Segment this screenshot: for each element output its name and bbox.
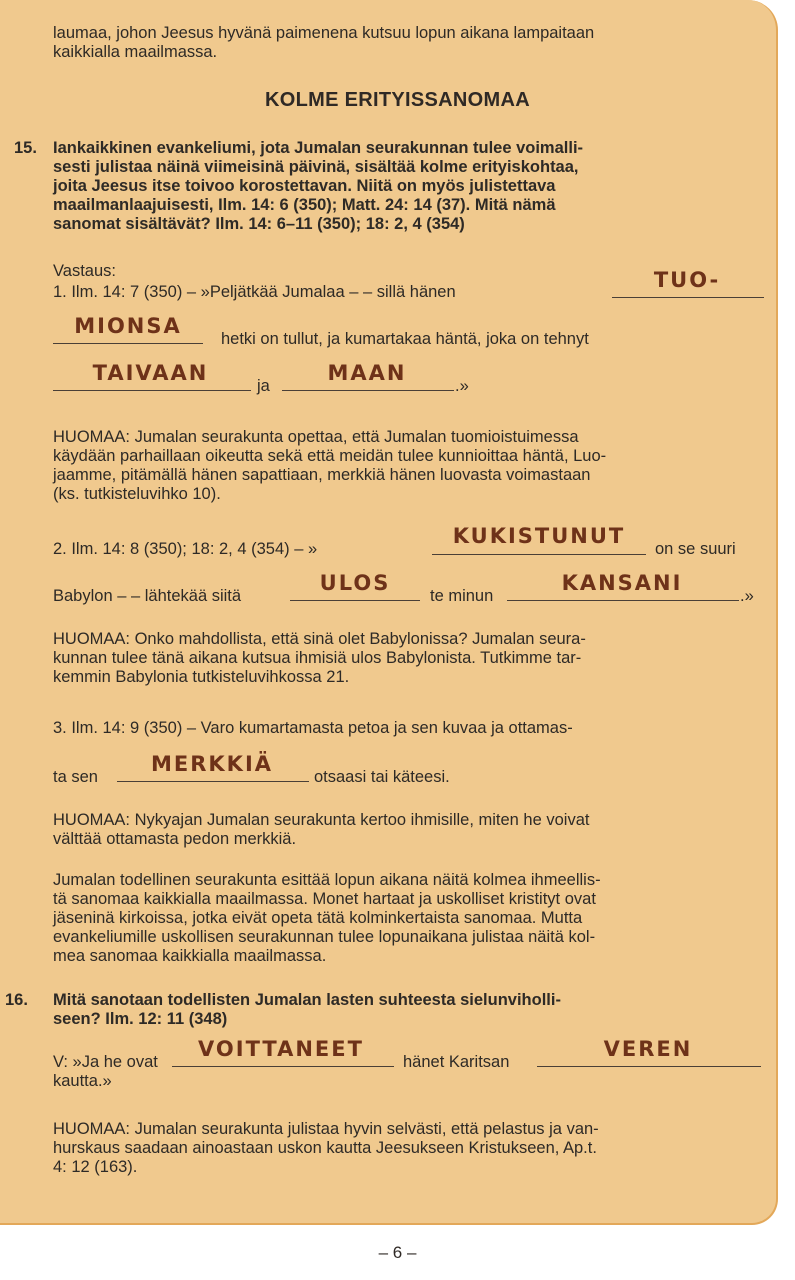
fill-in-answer: TUO- bbox=[653, 268, 721, 292]
answer-1-text-3: ja bbox=[257, 377, 270, 395]
fill-in-answer: VEREN bbox=[603, 1037, 693, 1061]
note-2-line-3: kemmin Babylonia tutkisteluvihkossa 21. bbox=[53, 668, 350, 686]
fill-in-answer: MIONSA bbox=[74, 314, 182, 338]
question-15-line-2: sesti julistaa näinä viimeisinä päivinä, sisältää kolme erityiskohtaa, bbox=[53, 158, 579, 176]
question-16-line-2: seen? Ilm. 12: 11 (348) bbox=[53, 1010, 228, 1028]
blank-line bbox=[117, 781, 309, 782]
fill-in-answer: ULOS bbox=[319, 571, 391, 595]
note-4-line-2: hurskaus saadaan ainoastaan uskon kautta Jeesukseen Kristukseen, Ap.t. bbox=[53, 1139, 597, 1157]
answer-2-text-1: 2. Ilm. 14: 8 (350); 18: 2, 4 (354) – » bbox=[53, 540, 318, 558]
note-3-line-2: välttää ottamasta pedon merkkiä. bbox=[53, 830, 297, 848]
fill-in-answer: KANSANI bbox=[561, 571, 683, 595]
note-4-line-1: HUOMAA: Jumalan seurakunta julistaa hyvin selvästi, että pelastus ja van- bbox=[53, 1120, 599, 1138]
blank-line bbox=[537, 1066, 761, 1067]
answer-16-text-1: V: »Ja he ovat bbox=[53, 1053, 158, 1071]
note-2-line-1: HUOMAA: Onko mahdollista, että sinä olet Babylonissa? Jumalan seura- bbox=[53, 630, 586, 648]
question-number-16: 16. bbox=[5, 991, 28, 1009]
paragraph-line-2: tä sanomaa kaikkialla maailmassa. Monet hartaat ja uskolliset kristityt ovat bbox=[53, 890, 596, 908]
note-2-line-2: kunnan tulee tänä aikana kutsua ihmisiä ulos Babylonista. Tutkimme tar- bbox=[53, 649, 582, 667]
note-3-line-1: HUOMAA: Nykyajan Jumalan seurakunta kertoo ihmisille, miten he voivat bbox=[53, 811, 590, 829]
answer-16-text-3: kautta.» bbox=[53, 1072, 112, 1090]
answer-2-text-3: Babylon – – lähtekää siitä bbox=[53, 587, 242, 605]
question-number-15: 15. bbox=[14, 139, 37, 157]
question-16-line-1: Mitä sanotaan todellisten Jumalan lasten suhteesta sielunviholli- bbox=[53, 991, 561, 1009]
intro-line-1: laumaa, johon Jeesus hyvänä paimenena kutsuu lopun aikana lampaitaan bbox=[53, 24, 595, 42]
note-1-line-1: HUOMAA: Jumalan seurakunta opettaa, että Jumalan tuomioistuimessa bbox=[53, 428, 579, 446]
paragraph-line-4: evankeliumille uskollisen seurakunnan tulee lopunaikana julistaa näitä kol- bbox=[53, 928, 596, 946]
note-4-line-3: 4: 12 (163). bbox=[53, 1158, 138, 1176]
note-1-line-4: (ks. tutkisteluvihko 10). bbox=[53, 485, 221, 503]
answer-1-text-1: 1. Ilm. 14: 7 (350) – »Peljätkää Jumalaa – – sillä hänen bbox=[53, 283, 456, 301]
answer-3-text-1: 3. Ilm. 14: 9 (350) – Varo kumartamasta petoa ja sen kuvaa ja ottamas- bbox=[53, 719, 573, 737]
blank-line bbox=[53, 343, 203, 344]
question-15-line-5: sanomat sisältävät? Ilm. 14: 6–11 (350); 18: 2, 4 (354) bbox=[53, 215, 465, 233]
paragraph-line-5: mea sanomaa kaikkialla maailmassa. bbox=[53, 947, 327, 965]
answer-1-text-2: hetki on tullut, ja kumartakaa häntä, joka on tehnyt bbox=[221, 330, 589, 348]
question-15-line-4: maailmanlaajuisesti, Ilm. 14: 6 (350); Matt. 24: 14 (37). Mitä nämä bbox=[53, 196, 556, 214]
answer-16-text-2: hänet Karitsan bbox=[403, 1053, 510, 1071]
answer-1-text-4: .» bbox=[455, 377, 469, 395]
paragraph-line-3: jäseninä kirkoissa, jotka eivät opeta tätä kolminkertaista sanomaa. Mutta bbox=[53, 909, 583, 927]
fill-in-answer: MERKKIÄ bbox=[150, 752, 274, 776]
answer-label: Vastaus: bbox=[53, 262, 116, 280]
answer-3-text-2: ta sen bbox=[53, 768, 98, 786]
fill-in-answer: KUKISTUNUT bbox=[452, 524, 626, 548]
answer-3-text-3: otsaasi tai käteesi. bbox=[314, 768, 450, 786]
intro-line-2: kaikkialla maailmassa. bbox=[53, 43, 218, 61]
blank-line bbox=[432, 554, 646, 555]
answer-2-text-5: .» bbox=[740, 587, 754, 605]
answer-2-text-2: on se suuri bbox=[655, 540, 736, 558]
blank-line bbox=[172, 1066, 394, 1067]
paragraph-line-1: Jumalan todellinen seurakunta esittää lopun aikana näitä kolmea ihmeellis- bbox=[53, 871, 601, 889]
answer-2-text-4: te minun bbox=[430, 587, 494, 605]
blank-line bbox=[53, 390, 251, 391]
page-number: – 6 – bbox=[378, 1243, 417, 1262]
blank-line bbox=[507, 600, 739, 601]
fill-in-answer: MAAN bbox=[327, 361, 407, 385]
blank-line bbox=[290, 600, 420, 601]
fill-in-answer: VOITTANEET bbox=[198, 1037, 364, 1061]
blank-line bbox=[612, 297, 764, 298]
fill-in-answer: TAIVAAN bbox=[92, 361, 209, 385]
blank-line bbox=[282, 390, 454, 391]
section-heading: KOLME ERITYISSANOMAA bbox=[265, 89, 530, 111]
note-1-line-3: jaamme, pitämällä hänen sapattiaan, merkkiä hänen luovasta voimastaan bbox=[53, 466, 591, 484]
note-1-line-2: käydään parhaillaan oikeutta sekä että meidän tulee kunnioittaa häntä, Luo- bbox=[53, 447, 607, 465]
question-15-line-3: joita Jeesus itse toivoo korostettavan. Niitä on myös julistettava bbox=[53, 177, 556, 195]
question-15-line-1: Iankaikkinen evankeliumi, jota Jumalan seurakunnan tulee voimalli- bbox=[53, 139, 584, 157]
